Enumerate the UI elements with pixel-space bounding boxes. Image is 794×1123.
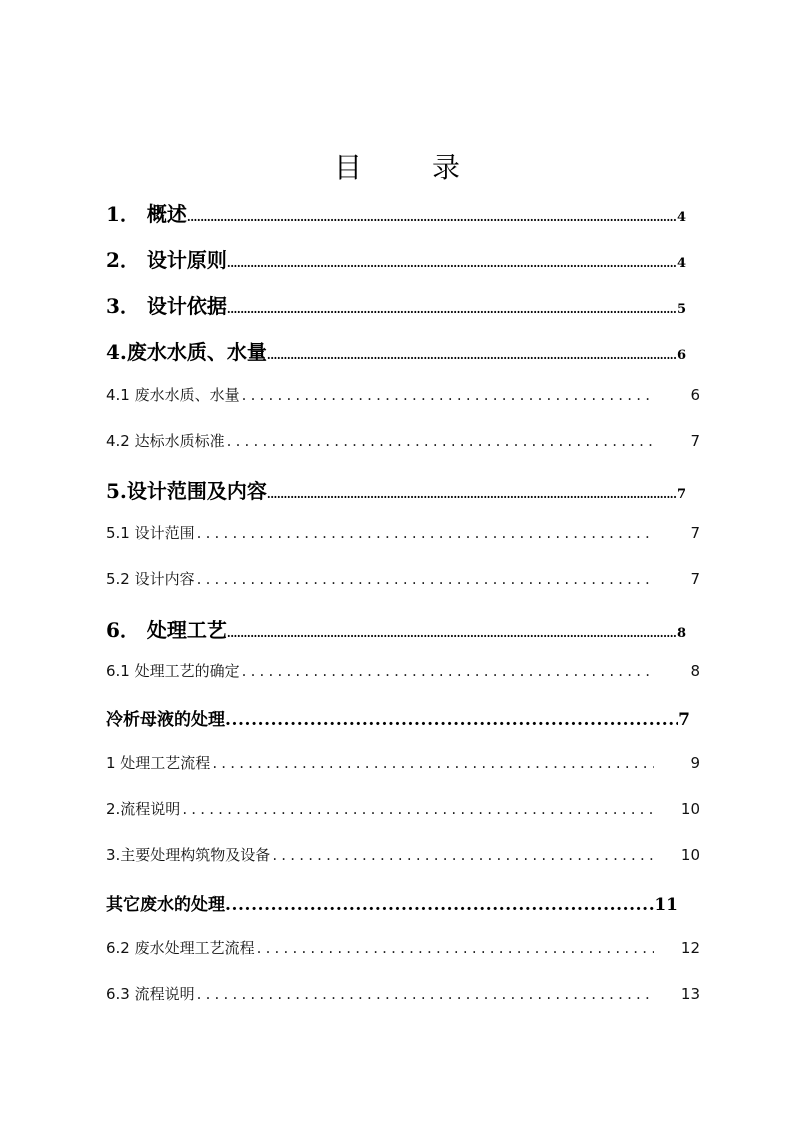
toc-page-number: 13	[680, 985, 700, 1003]
toc-page-number: 7	[678, 710, 690, 730]
page-title	[0, 146, 794, 186]
toc-entry-design-basis[interactable]	[106, 290, 686, 320]
toc-page-number: 10	[680, 846, 700, 864]
toc-leader	[187, 211, 677, 224]
toc-leader	[267, 349, 677, 362]
toc-label: 1 处理工艺流程	[106, 754, 211, 772]
toc-label: 1． 概述	[106, 202, 187, 226]
toc-label: 其它废水的处理	[106, 895, 225, 915]
toc-entry-4-1[interactable]	[106, 384, 700, 408]
toc-page-number: 7	[690, 570, 700, 588]
toc-leader	[272, 846, 654, 864]
toc-entry-5-2[interactable]	[106, 568, 700, 592]
toc-entry-5-1[interactable]	[106, 522, 700, 546]
toc-label: 2． 设计原则	[106, 248, 227, 272]
toc-label: 4.废水水质、水量	[106, 340, 267, 364]
toc-leader	[242, 662, 654, 680]
title-char-right: 录	[432, 151, 461, 184]
toc-leader	[227, 432, 654, 450]
toc-label: 3.主要处理构筑物及设备	[106, 846, 271, 864]
toc-page-number: 4	[676, 210, 686, 225]
toc-page-number: 12	[680, 939, 700, 957]
toc-entry-design-scope[interactable]	[106, 475, 686, 505]
toc-entry-wastewater-quality[interactable]	[106, 336, 686, 366]
toc-entry-mother-liquor[interactable]	[106, 705, 690, 733]
toc-entry-main-structures[interactable]	[106, 844, 700, 868]
toc-leader	[242, 386, 654, 404]
toc-page-number: 6	[690, 386, 700, 404]
toc-page-number: 9	[690, 754, 700, 772]
toc-entry-6-1[interactable]	[106, 660, 700, 684]
toc-page-number: 4	[676, 256, 686, 271]
toc-entry-process-flow[interactable]	[106, 752, 700, 776]
toc-entry-4-2[interactable]	[106, 430, 700, 454]
toc-leader	[227, 257, 677, 270]
toc-leader	[257, 939, 654, 957]
toc-label: 6.3 流程说明	[106, 985, 195, 1003]
toc-label: 2.流程说明	[106, 800, 181, 818]
toc-page-number: 7	[690, 432, 700, 450]
toc-entry-design-principles[interactable]	[106, 244, 686, 274]
toc-page-number: 5	[676, 302, 686, 317]
toc-entry-6-3[interactable]	[106, 983, 700, 1007]
toc-label: 6.2 废水处理工艺流程	[106, 939, 255, 957]
toc-label: 5.2 设计内容	[106, 570, 195, 588]
toc-label: 冷析母液的处理	[106, 710, 225, 730]
toc-leader	[225, 895, 654, 915]
toc-leader	[212, 754, 654, 772]
toc-label: 4.1 废水水质、水量	[106, 386, 240, 404]
title-char-left: 目	[333, 151, 362, 184]
toc-page-number: 8	[676, 626, 686, 641]
toc-label: 3． 设计依据	[106, 294, 227, 318]
toc-leader	[197, 985, 654, 1003]
toc-label: 6.1 处理工艺的确定	[106, 662, 240, 680]
toc-entry-6-2[interactable]	[106, 937, 700, 961]
toc-page-number: 7	[690, 524, 700, 542]
toc-page-number: 8	[690, 662, 700, 680]
toc-leader	[267, 488, 677, 501]
toc-leader	[197, 524, 654, 542]
toc-leader	[182, 800, 654, 818]
toc-page-number: 10	[680, 800, 700, 818]
toc-leader	[227, 627, 677, 640]
toc-leader	[227, 303, 677, 316]
toc-label: 4.2 达标水质标准	[106, 432, 225, 450]
toc-page-number: 11	[654, 895, 678, 915]
toc-entry-other-wastewater[interactable]	[106, 890, 678, 918]
toc-entry-flow-description[interactable]	[106, 798, 700, 822]
toc-leader	[225, 710, 678, 730]
toc-leader	[197, 570, 654, 588]
toc-label: 5.1 设计范围	[106, 524, 195, 542]
toc-entry-overview[interactable]	[106, 198, 686, 228]
toc-label: 5.设计范围及内容	[106, 479, 267, 503]
toc-entry-process[interactable]	[106, 614, 686, 644]
toc-page-number: 7	[676, 487, 686, 502]
toc-page-number: 6	[676, 348, 686, 363]
toc-label: 6． 处理工艺	[106, 618, 227, 642]
